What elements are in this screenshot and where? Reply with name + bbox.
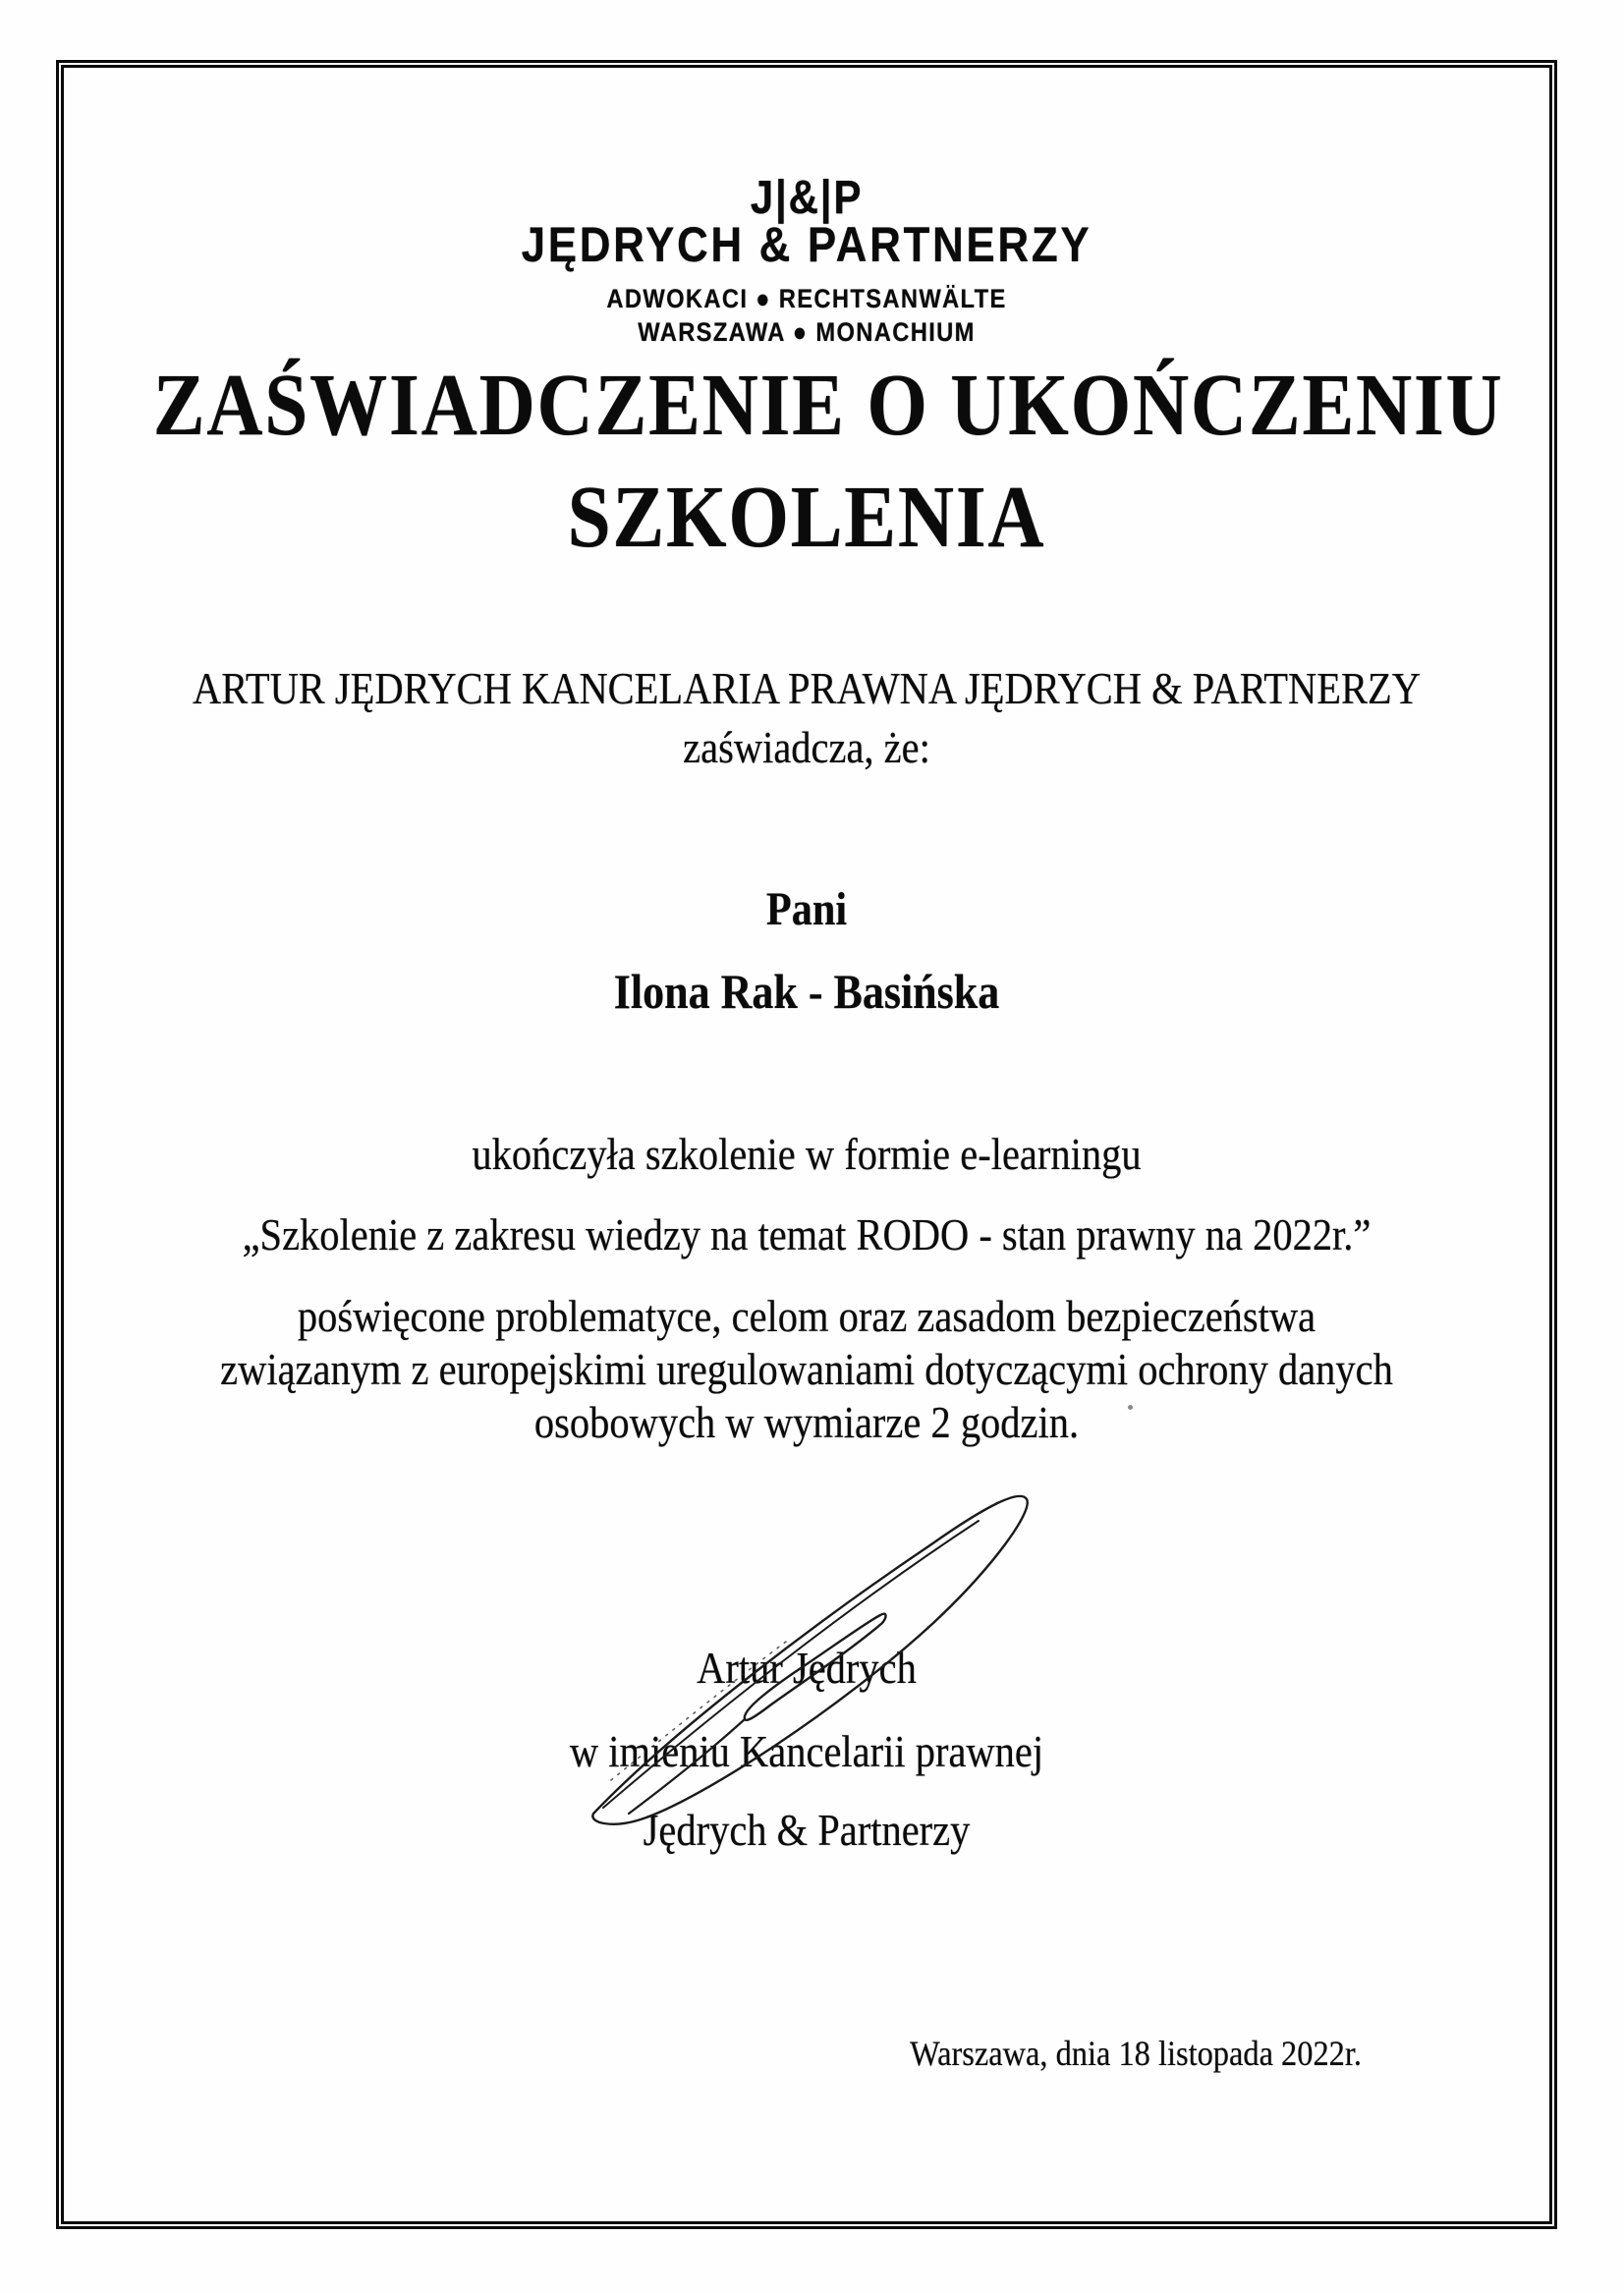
certifies-line: zaświadcza, że: [683,722,930,772]
course-description-line-2: związanym z europejskimi uregulowaniami dotyczącymi ochrony danych [220,1344,1393,1394]
certificate-title-line-2: SZKOLENIA [567,469,1046,566]
logo-cities-line: WARSZAWA ● MONACHIUM [638,317,976,347]
signatory-title-line-1: w imieniu Kancelarii prawnej [569,1726,1044,1776]
course-description [153,1290,1461,1449]
logo-monogram: J|&|P [750,172,864,224]
course-title: „Szkolenie z zakresu wiedzy na temat RODO - stan prawny na 2022r.” [242,1209,1372,1259]
logo-firm-name: JĘDRYCH & PARTNERZY [521,217,1092,272]
logo-professions-line: ADWOKACI ● RECHTSANWÄLTE [606,284,1007,313]
recipient-name: Ilona Rak - Basińska [613,964,1000,1019]
scan-speckle [1128,1405,1133,1410]
certificate-border [56,60,1557,2229]
certificate-title-line-1: ZAŚWIADCZENIE O UKOŃCZENIU [152,357,1504,454]
course-description-line-1: poświęcone problematyce, celom oraz zasadom bezpieczeństwa [297,1291,1316,1341]
completion-line: ukończyła szkolenie w formie e-learningu [472,1129,1142,1179]
course-description-line-3: osobowych w wymiarze 2 godzin. [533,1397,1080,1447]
signatory-name: Artur Jędrych [697,1643,917,1693]
salutation: Pani [765,883,848,935]
signatory-title-line-2: Jędrych & Partnerzy [643,1805,971,1855]
issuer-line: ARTUR JĘDRYCH KANCELARIA PRAWNA JĘDRYCH & PARTNERZY [193,663,1421,713]
place-and-date: Warszawa, dnia 18 listopada 2022r. [910,2034,1362,2073]
